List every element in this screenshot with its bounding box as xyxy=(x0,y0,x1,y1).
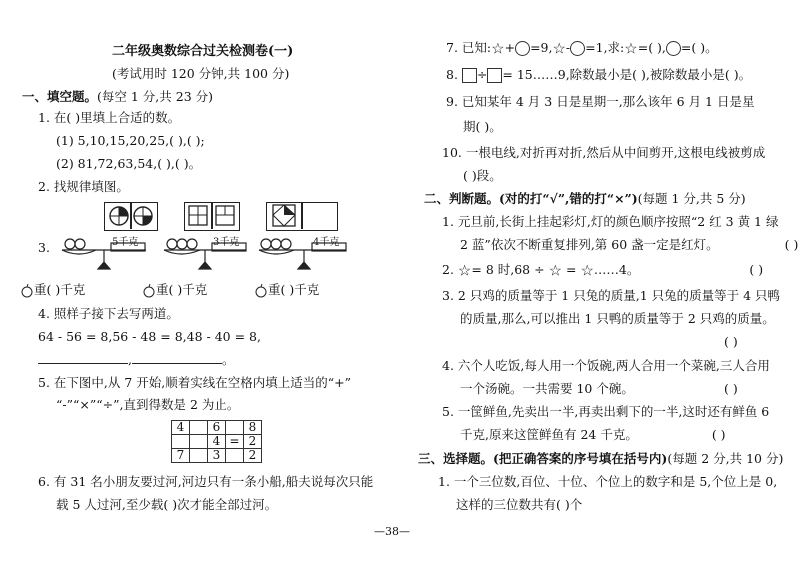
star-icon: ☆ xyxy=(548,261,563,280)
fruit-icon xyxy=(142,284,156,298)
fruit-icon xyxy=(254,284,268,298)
balance-scales-icon xyxy=(54,236,354,278)
question-3-1b: 这样的三位数共有( )个 xyxy=(456,497,583,512)
circle-icon xyxy=(570,41,585,56)
section-1-title: 一、填空题。 xyxy=(22,89,98,104)
square-icon xyxy=(487,68,502,83)
star-icon: ☆ xyxy=(457,261,472,280)
question-1-8: 8. ÷ = 15……9,除数最小是( ),被除数最小是( )。 xyxy=(446,67,752,82)
star-icon: ☆ xyxy=(624,39,638,58)
circle-icon xyxy=(515,41,530,56)
star-icon: ☆ xyxy=(552,39,566,58)
question-1-10b: ( )段。 xyxy=(463,168,502,183)
question-1-2: 2. 找规律填图。 xyxy=(38,179,129,194)
section-1-heading xyxy=(22,89,213,105)
section-2-heading: 二、判断题。(对的打“√”,错的打“×”)(每题 1 分,共 5 分) xyxy=(424,191,746,206)
question-2-3a: 3. 2 只鸡的质量等于 1 只兔的质量,1 只兔的质量等于 4 只鸭 xyxy=(442,288,781,303)
question-1-10a: 10. 一根电线,对折再对折,然后从中间剪开,这根电线被剪成 xyxy=(442,145,766,160)
question-1-5a: 5. 在下图中,从 7 开始,顺着实线在空格内填上适当的“+” xyxy=(38,375,352,390)
question-2-5a: 5. 一筐鲜鱼,先卖出一半,再卖出剩下的一半,这时还有鲜鱼 6 xyxy=(442,404,770,419)
question-1-1: 1. 在( )里填上合适的数。 xyxy=(38,110,181,125)
square-pattern-icon xyxy=(187,204,237,228)
circle-pattern-icon xyxy=(108,204,154,228)
answer-3a: 重( )千克 xyxy=(20,282,85,298)
question-2-5b: 千克,原来这筐鲜鱼有 24 千克。 ( ) xyxy=(460,427,726,442)
answer-3b: 重( )千克 xyxy=(142,282,207,298)
star-icon: ☆ xyxy=(491,39,505,58)
question-1-1a: (1) 5,10,15,20,25,( ),( ); xyxy=(56,133,205,148)
question-1-4-blanks: , 。 xyxy=(38,352,235,368)
circle-icon xyxy=(666,41,681,56)
question-1-6a: 6. 有 31 名小朋友要过河,河边只有一条小船,船夫说每次只能 xyxy=(38,474,374,489)
question-2-3b: 的质量,那么,可以推出 1 只鸭的质量等于 2 只鸡的质量。 xyxy=(460,311,775,326)
question-1-1b: (2) 81,72,63,54,( ),( )。 xyxy=(56,156,202,171)
question-1-9a: 9. 已知某年 4 月 3 日是星期一,那么该年 6 月 1 日是星 xyxy=(446,94,755,109)
section-1-note: (每空 1 分,共 23 分) xyxy=(97,89,213,104)
scale-1-label: 5千克 xyxy=(112,237,139,248)
question-3-1a: 1. 一个三位数,百位、十位、个位上的数字和是 5,个位上是 0, xyxy=(438,474,778,489)
question-2-1a: 1. 元旦前,长街上挂起彩灯,灯的颜色顺序按照“2 红 3 黄 1 绿 xyxy=(442,214,779,229)
question-1-4: 4. 照样子接下去写两道。 xyxy=(38,306,179,321)
question-1-9b: 期( )。 xyxy=(463,119,502,134)
question-2-1b: 2 蓝”依次不断重复排列,第 60 盏一定是红灯。 ( ) xyxy=(460,237,799,252)
question-1-5b: “-”“×”“÷”,直到得数是 2 为止。 xyxy=(56,397,240,412)
question-1-4-example: 64 - 56 = 8,56 - 48 = 8,48 - 40 = 8, xyxy=(38,329,261,344)
scale-3-label: 4千克 xyxy=(313,237,340,248)
answer-paren-2-4: ( ) xyxy=(724,381,738,396)
page-subtitle: (考试用时 120 分钟,共 100 分) xyxy=(112,66,290,81)
section-3-heading: 三、选择题。(把正确答案的序号填在括号内)(每题 2 分,共 10 分) xyxy=(418,451,784,466)
question-1-6b: 载 5 人过河,至少载( )次才能全部过河。 xyxy=(56,497,278,512)
question-1-7: 7. 已知:☆+ =9,☆- =1,求:☆=( ), =( )。 xyxy=(446,39,718,58)
star-icon: ☆ xyxy=(580,261,594,280)
fruit-icon xyxy=(20,284,34,298)
question-2-4b: 一个汤碗。一共需要 10 个碗。 xyxy=(460,381,634,396)
page-title: 二年级奥数综合过关检测卷(一) xyxy=(112,44,294,59)
diamond-pattern-icon xyxy=(270,203,300,229)
question-1-3: 3. xyxy=(38,240,50,255)
page-number: —38— xyxy=(374,525,410,538)
square-icon xyxy=(462,68,477,83)
question-2-4a: 4. 六个人吃饭,每人用一个饭碗,两人合用一个菜碗,三人合用 xyxy=(442,358,770,373)
question-2-2: 2. ☆= 8 时,68 ÷ ☆ = ☆……4。 ( ) xyxy=(442,261,764,280)
answer-paren-2-3: ( ) xyxy=(724,334,738,349)
number-grid: 4 6 8 4 = 2 7 3 2 xyxy=(171,420,262,463)
answer-3c: 重( )千克 xyxy=(254,282,319,298)
scale-2-label: 3千克 xyxy=(213,237,240,248)
